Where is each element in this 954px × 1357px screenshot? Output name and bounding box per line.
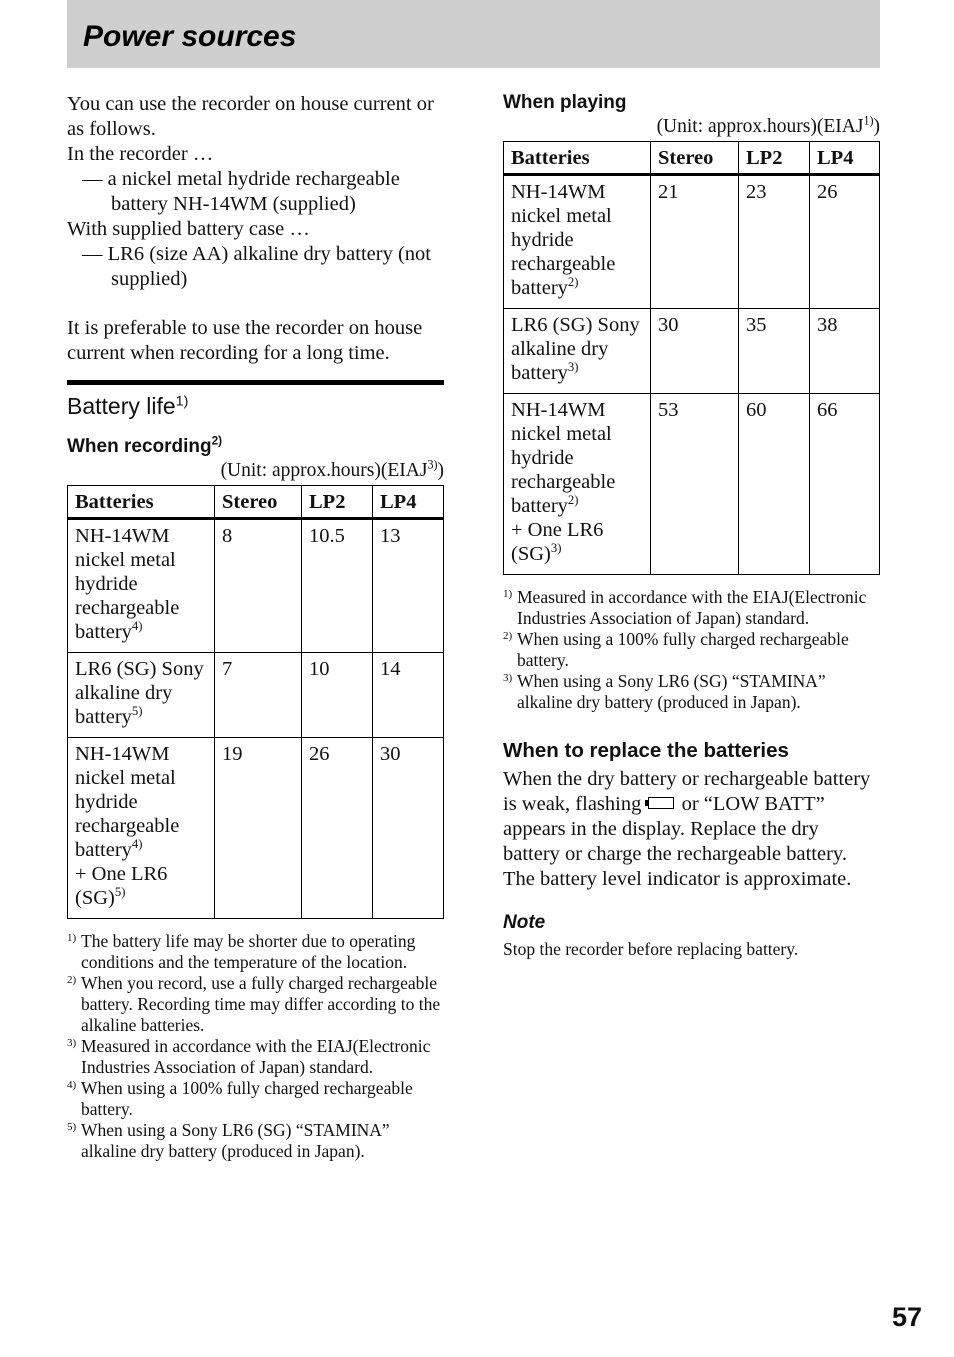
replace-text-after: or “LOW BATT” appears in the display. Replace the dry battery or charge the rechargeable battery.	[503, 793, 847, 865]
stereo-cell: 21	[651, 175, 739, 309]
stereo-cell: 8	[215, 519, 302, 653]
replace-heading: When to replace the batteries	[503, 739, 789, 762]
stereo-cell: 53	[651, 394, 739, 575]
footnote-text: Measured in accordance with the EIAJ(Electronic Industries Association of Japan) standard.	[517, 587, 867, 628]
table-header-row	[504, 142, 880, 175]
footnote-text: When using a 100% fully charged rechargeable battery.	[81, 1078, 413, 1119]
footnote-ref: 5)	[114, 885, 126, 900]
footnote	[67, 1078, 444, 1120]
column-header: LP2	[302, 486, 373, 519]
intro-line-6: It is preferable to use the recorder on house current when recording for a long time.	[67, 317, 423, 364]
footnote-mark: 3)	[503, 672, 513, 684]
footnote-mark: 5)	[67, 1121, 77, 1133]
footnote-text: When using a Sony LR6 (SG) “STAMINA” alkaline dry battery (produced in Japan).	[81, 1120, 390, 1161]
lp4-cell: 66	[810, 394, 880, 575]
table-row	[504, 175, 880, 309]
intro-line-5: — LR6 (size AA) alkaline dry battery (not supplied)	[82, 243, 431, 290]
battery-icon	[648, 797, 674, 809]
footnote-ref: 4)	[131, 619, 143, 634]
lp4-cell: 14	[373, 653, 444, 738]
footnote-mark: 2)	[503, 630, 513, 642]
battery-cell	[504, 394, 651, 575]
battery-cell	[68, 653, 215, 738]
spacer	[67, 292, 444, 316]
lp4-cell: 26	[810, 175, 880, 309]
replace-paragraph	[503, 767, 880, 867]
playing-table	[503, 141, 880, 575]
footnote-mark: 4)	[67, 1079, 77, 1091]
right-column	[503, 92, 880, 960]
footnote	[67, 931, 444, 973]
header-bar	[67, 0, 880, 68]
recording-unit-prefix: (Unit: approx.hours)(EIAJ	[220, 460, 428, 481]
footnote-ref: 2)	[567, 275, 579, 290]
replace-text-before: When the dry battery or rechargeable battery is weak, flashing	[503, 768, 871, 815]
playing-heading: When playing	[503, 92, 627, 113]
footnote	[67, 1120, 444, 1162]
lp2-cell: 26	[302, 738, 373, 919]
footnote	[503, 671, 880, 713]
footnote-text: Measured in accordance with the EIAJ(Electronic Industries Association of Japan) standard.	[81, 1036, 431, 1077]
table-row	[504, 309, 880, 394]
battery-life-heading-sup: 1)	[175, 393, 189, 410]
note-heading: Note	[503, 912, 546, 933]
footnote	[67, 973, 444, 1036]
battery-extra: + One LR6 (SG)	[511, 519, 604, 565]
replace-paragraph-2: The battery level indicator is approximate.	[503, 868, 852, 890]
lp2-cell: 23	[739, 175, 810, 309]
note-text: Stop the recorder before replacing battery.	[503, 939, 799, 959]
footnote-text: When using a Sony LR6 (SG) “STAMINA” alkaline dry battery (produced in Japan).	[517, 671, 826, 712]
intro-line-4: With supplied battery case …	[67, 218, 310, 240]
footnote	[503, 629, 880, 671]
table-row	[504, 394, 880, 575]
battery-name: NH-14WM nickel metal hydride rechargeable battery	[511, 399, 616, 517]
battery-name: NH-14WM nickel metal hydride rechargeable battery	[511, 181, 616, 299]
battery-cell	[68, 738, 215, 919]
footnote-mark: 1)	[67, 932, 77, 944]
recording-heading	[67, 436, 444, 458]
battery-life-heading	[67, 393, 444, 420]
column-header: Batteries	[68, 486, 215, 519]
column-header: Stereo	[651, 142, 739, 175]
table-row	[68, 653, 444, 738]
table-row	[68, 519, 444, 653]
column-header: LP4	[810, 142, 880, 175]
footnote-ref: 3)	[550, 541, 562, 556]
lp4-cell: 30	[373, 738, 444, 919]
recording-table	[67, 485, 444, 919]
stereo-cell: 30	[651, 309, 739, 394]
recording-unit-suffix: )	[437, 460, 444, 481]
battery-cell	[68, 519, 215, 653]
page-number: 57	[892, 1302, 923, 1332]
footnote-mark: 1)	[503, 588, 513, 600]
footnote-ref: 3)	[567, 360, 579, 375]
footnote-text: The battery life may be shorter due to operating conditions and the temperature of the location.	[81, 931, 416, 972]
column-header: Stereo	[215, 486, 302, 519]
playing-unit-sup: 1)	[863, 113, 874, 128]
battery-name: LR6 (SG) Sony alkaline dry battery	[75, 658, 204, 728]
playing-footnotes	[503, 587, 880, 713]
lp2-cell: 60	[739, 394, 810, 575]
battery-cell	[504, 309, 651, 394]
footnote-ref: 5)	[131, 704, 143, 719]
column-header: LP2	[739, 142, 810, 175]
footnote-text: When you record, use a fully charged rechargeable battery. Recording time may differ according to the alkaline batteries.	[81, 973, 441, 1035]
table-row	[68, 738, 444, 919]
footnote	[67, 1036, 444, 1078]
stereo-cell: 19	[215, 738, 302, 919]
footnote-text: When using a 100% fully charged rechargeable battery.	[517, 629, 849, 670]
intro-line-2: In the recorder …	[67, 143, 214, 165]
table-header-row	[68, 486, 444, 519]
battery-name: LR6 (SG) Sony alkaline dry battery	[511, 314, 640, 384]
intro-line-3: — a nickel metal hydride rechargeable battery NH-14WM (supplied)	[82, 168, 400, 215]
section-rule	[67, 380, 444, 385]
battery-life-heading-text: Battery life	[67, 393, 176, 419]
battery-name: NH-14WM nickel metal hydride rechargeable battery	[75, 743, 180, 861]
lp4-cell: 13	[373, 519, 444, 653]
column-header: LP4	[373, 486, 444, 519]
playing-unit-suffix: )	[873, 116, 880, 137]
lp2-cell: 10	[302, 653, 373, 738]
footnote-mark: 2)	[67, 974, 77, 986]
lp4-cell: 38	[810, 309, 880, 394]
lp2-cell: 35	[739, 309, 810, 394]
battery-cell	[504, 175, 651, 309]
recording-footnotes	[67, 931, 444, 1162]
battery-extra: + One LR6 (SG)	[75, 863, 168, 909]
battery-name: NH-14WM nickel metal hydride rechargeable battery	[75, 525, 180, 643]
footnote-ref: 2)	[567, 493, 579, 508]
lp2-cell: 10.5	[302, 519, 373, 653]
stereo-cell: 7	[215, 653, 302, 738]
recording-heading-sup: 2)	[211, 434, 223, 448]
page-title: Power sources	[83, 20, 297, 53]
column-header: Batteries	[504, 142, 651, 175]
playing-unit	[503, 114, 880, 139]
footnote-mark: 3)	[67, 1037, 77, 1049]
playing-unit-prefix: (Unit: approx.hours)(EIAJ	[656, 116, 864, 137]
intro-line-1: You can use the recorder on house current or as follows.	[67, 93, 434, 140]
recording-unit	[67, 458, 444, 483]
footnote	[503, 587, 880, 629]
recording-unit-sup: 3)	[427, 457, 438, 472]
left-column	[67, 92, 444, 1162]
footnote-ref: 4)	[131, 837, 143, 852]
recording-heading-text: When recording	[67, 436, 212, 457]
